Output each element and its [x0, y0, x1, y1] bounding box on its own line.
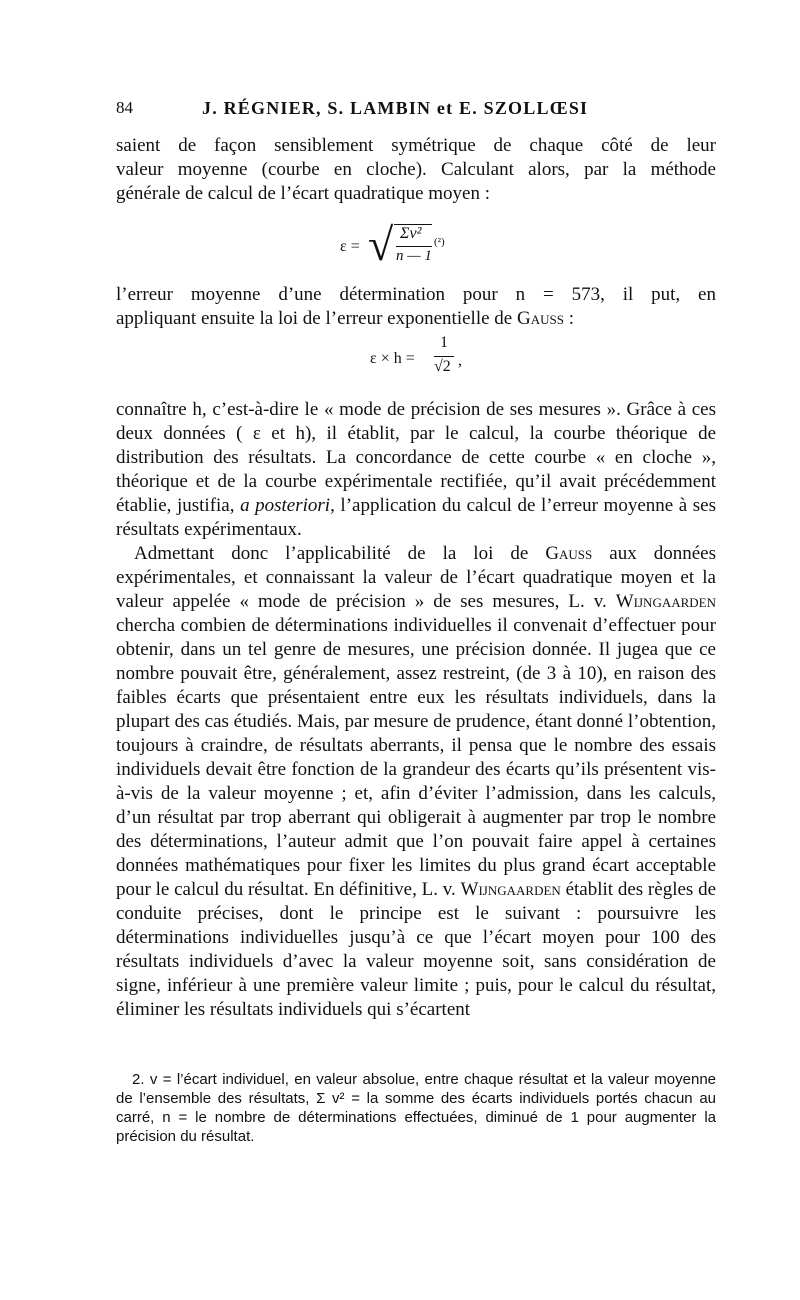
formula1-numerator: Σv² — [400, 225, 422, 242]
p2-line-2 — [116, 307, 716, 331]
p2-colon: : — [563, 308, 574, 329]
formula1-denominator: n — 1 — [396, 248, 432, 264]
p4-text-1: Admettant donc l’applicabilité de la loi de — [134, 543, 546, 564]
paragraph-2 — [116, 283, 716, 331]
paragraph-4 — [116, 542, 716, 1022]
wijngaarden-name: Wijngaarden — [615, 591, 716, 612]
formula1-lhs: ε = — [340, 238, 360, 255]
p3-italic: a posteriori — [240, 495, 331, 516]
running-head: J. RÉGNIER, S. LAMBIN et E. SZOLLŒSI — [202, 98, 589, 118]
sqrt-symbol: √ — [368, 219, 394, 270]
paragraph-3 — [116, 398, 716, 542]
gauss-name-2: Gauss — [545, 543, 593, 564]
footnote-ref: (²) — [434, 236, 445, 248]
p3-text-b: , l’application du calcul de l’erreur moyenne à ses résultats expérimentaux. — [116, 495, 716, 540]
p1-line-2: valeur moyenne (courbe en cloche). Calculant alors, par la méthode — [116, 159, 716, 180]
p4-text-3: chercha combien de déterminations individuelles il convenait d’effectuer pour obtenir, dans un tel genre de mesures, une précision donnée. Il jugea que ce nombre pouvait être, généralement, assez restreint, (de 3 à 10), en raison des faibles écarts que présentaient entre eux les résultats individuels, dans la plupart des cas étudiés. Mais, par mesure de prudence, étant donné l’obtention, toujours à craindre, de résultats aberrants, il pensa que le nombre des essais individuels devait être fonction de la grandeur des écarts qu’ils présentent vis-à-vis de la valeur moyenne ; et, afin d’éviter l’admission, dans les calculs, d’un résultat par trop aberrant qui obligerait à augmenter par trop le nombre des déterminations, l’auteur admit que l’on pouvait faire appel à certaines données mathématiques pour fixer les limites du plus grand écart acceptable pour le calcul du résultat. En définitive, L. v. — [116, 615, 716, 900]
formula-epsilon — [340, 216, 490, 276]
page-number: 84 — [116, 98, 133, 117]
formula2-comma: , — [458, 352, 462, 369]
paragraph-1 — [116, 134, 716, 206]
p1-line-1: saient de façon sensiblement symétrique de chaque côté de leur — [116, 135, 716, 156]
p2-text: appliquant ensuite la loi de l’erreur exponentielle de — [116, 308, 517, 329]
formula2-denominator: √2 — [434, 358, 451, 375]
fraction-bar-2 — [434, 356, 454, 357]
gauss-name: Gauss — [516, 308, 564, 329]
fraction-bar — [396, 246, 432, 247]
footnote — [116, 1070, 716, 1146]
formula2-lhs: ε × h = — [370, 350, 415, 367]
p4-text-4: établit des règles de conduite précises, dont le principe est le suivant : poursuivre les déterminations individuelles jusqu’à ce que l’écart moyen pour 100 des résultats individuels d’avec la valeur moyenne soit, sans considération de signe, inférieur à une première valeur limite ; puis, pour le calcul du résultat, éliminer les résultats individuels qui s’écartent — [116, 879, 717, 1020]
wijngaarden-name-2: Wijngaarden — [460, 879, 561, 900]
p3-text-a: connaître h, c’est-à-dire le « mode de précision de ses mesures ». Grâce à ces deux données ( ε et h), il établit, par le calcul, la courbe théorique de distribution des résultats. La concordance de cette courbe « en cloche », théorique et de la courbe expérimentale rectifiée, qu’il avait précédemment établie, justifia, — [116, 399, 716, 516]
p1-line-3: générale de calcul de l’écart quadratique moyen : — [116, 183, 490, 204]
p2-line-1: l’erreur moyenne d’une détermination pour n = 573, il put, en — [116, 284, 716, 305]
formula2-numerator: 1 — [440, 334, 448, 351]
footnote-text: 2. v = l’écart individuel, en valeur absolue, entre chaque résultat et la valeur moyenne de l’ensemble des résultats, Σ v² = la somme des écarts individuels portés chacun au carré, n = le nombre de déterminations effectuées, diminué de 1 pour augmenter la précision du résultat. — [116, 1071, 716, 1145]
formula-precision — [370, 334, 510, 386]
p4-text-2: aux données expérimentales, et connaissant la valeur de l’écart quadratique moyen et la valeur appelée « mode de précision » de ses mesures, L. v. — [116, 543, 716, 612]
page-header — [116, 98, 686, 124]
